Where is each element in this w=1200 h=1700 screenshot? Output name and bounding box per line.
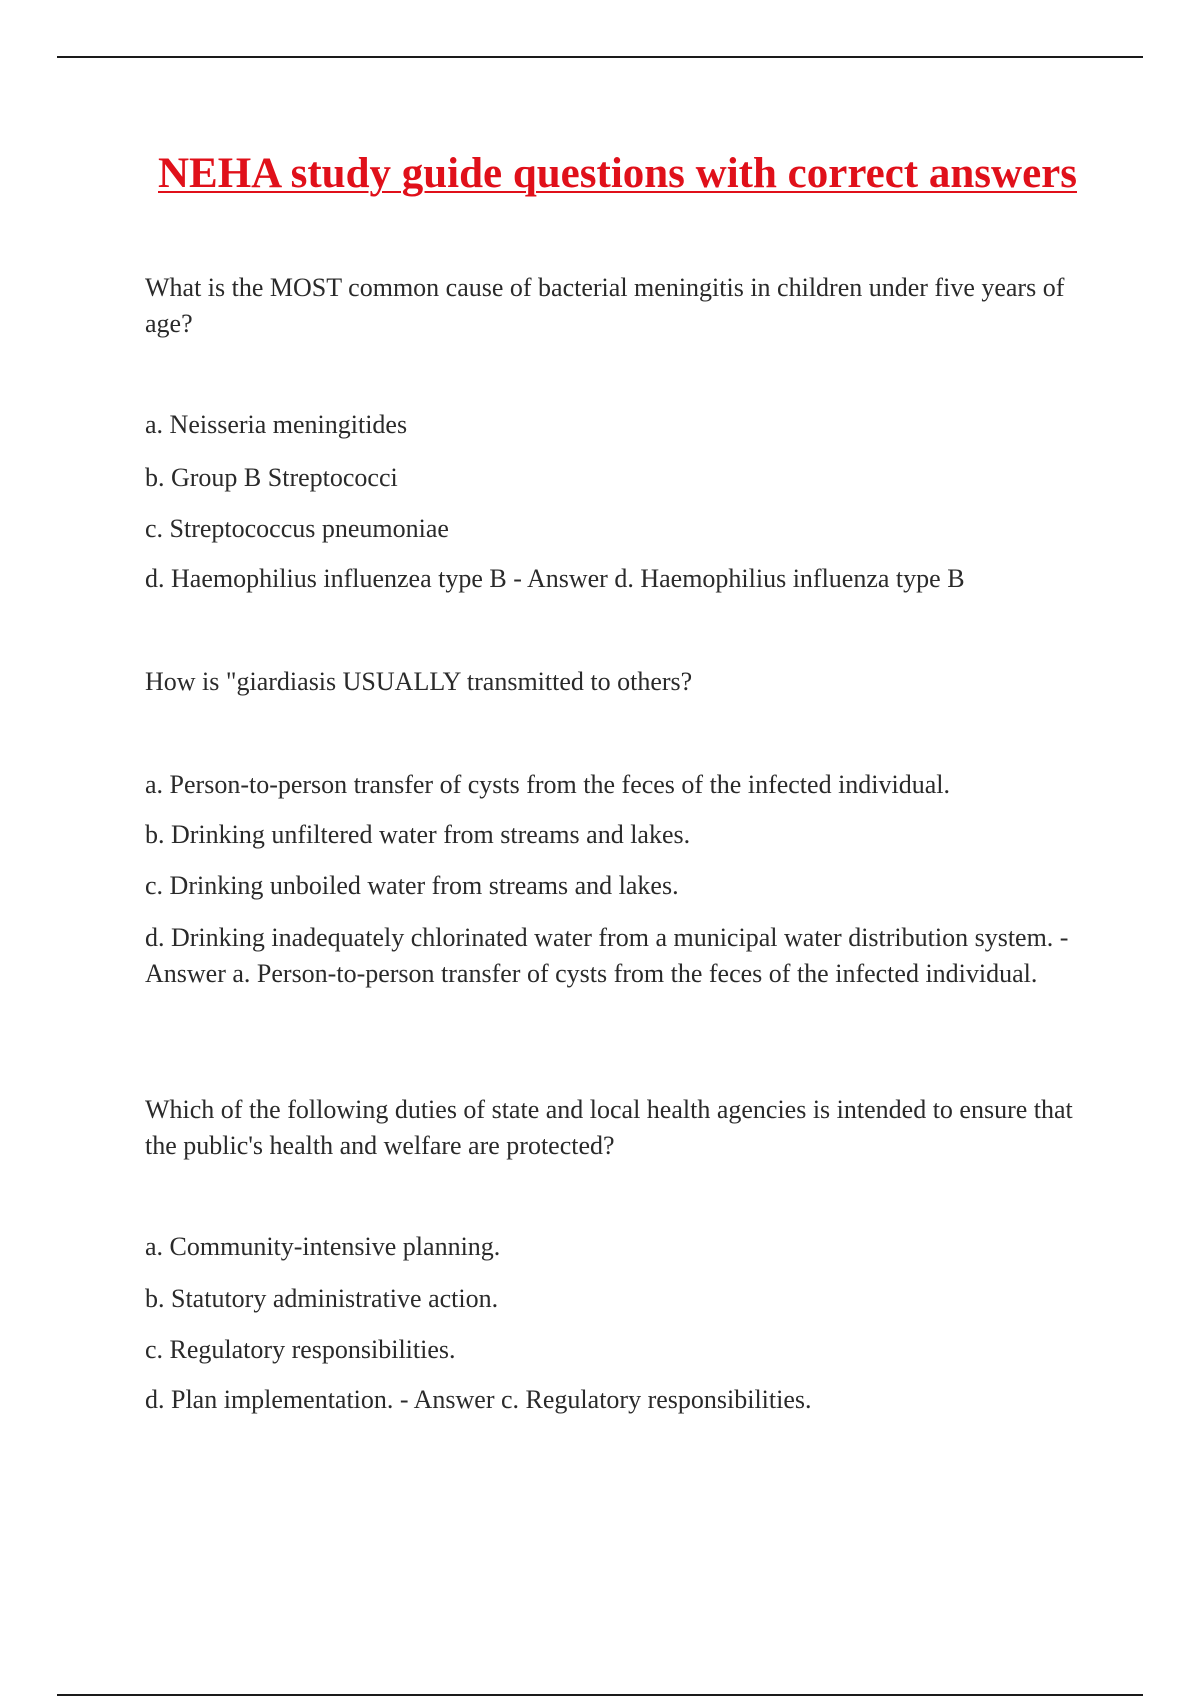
question-1-option-d-answer: d. Haemophilius influenzea type B - Answer d. Haemophilius influenza type B: [145, 564, 965, 593]
question-3-option-b: b. Statutory administrative action.: [145, 1284, 499, 1313]
question-2-option-d-answer: d. Drinking inadequately chlorinated water from a municipal water distribution system. - Answer a. Person-to-person transfer of cysts from the feces of the infected individual.: [145, 923, 1069, 988]
question-3-option-c: c. Regulatory responsibilities.: [145, 1335, 456, 1364]
question-2-option-c: c. Drinking unboiled water from streams and lakes.: [145, 871, 679, 900]
footer-rule: [57, 1694, 1143, 1696]
question-3-text: Which of the following duties of state and local health agencies is intended to ensure that the public's health and welfare are protected?: [145, 1095, 1073, 1160]
question-1-option-b: b. Group B Streptococci: [145, 463, 398, 492]
header-rule: [57, 56, 1143, 58]
question-2-text: How is "giardiasis USUALLY transmitted to others?: [145, 667, 693, 696]
question-1-option-a: a. Neisseria meningitides: [145, 410, 408, 439]
question-1-text: What is the MOST common cause of bacterial meningitis in children under five years of age?: [145, 273, 1065, 338]
question-3-option-d-answer: d. Plan implementation. - Answer c. Regulatory responsibilities.: [145, 1385, 812, 1414]
question-2-option-b: b. Drinking unfiltered water from streams and lakes.: [145, 820, 691, 849]
question-1-option-c: c. Streptococcus pneumoniae: [145, 514, 449, 543]
question-2-option-a: a. Person-to-person transfer of cysts from the feces of the infected individual.: [145, 770, 951, 799]
question-3-option-a: a. Community-intensive planning.: [145, 1232, 501, 1261]
document-title: NEHA study guide questions with correct answers: [158, 150, 1077, 197]
